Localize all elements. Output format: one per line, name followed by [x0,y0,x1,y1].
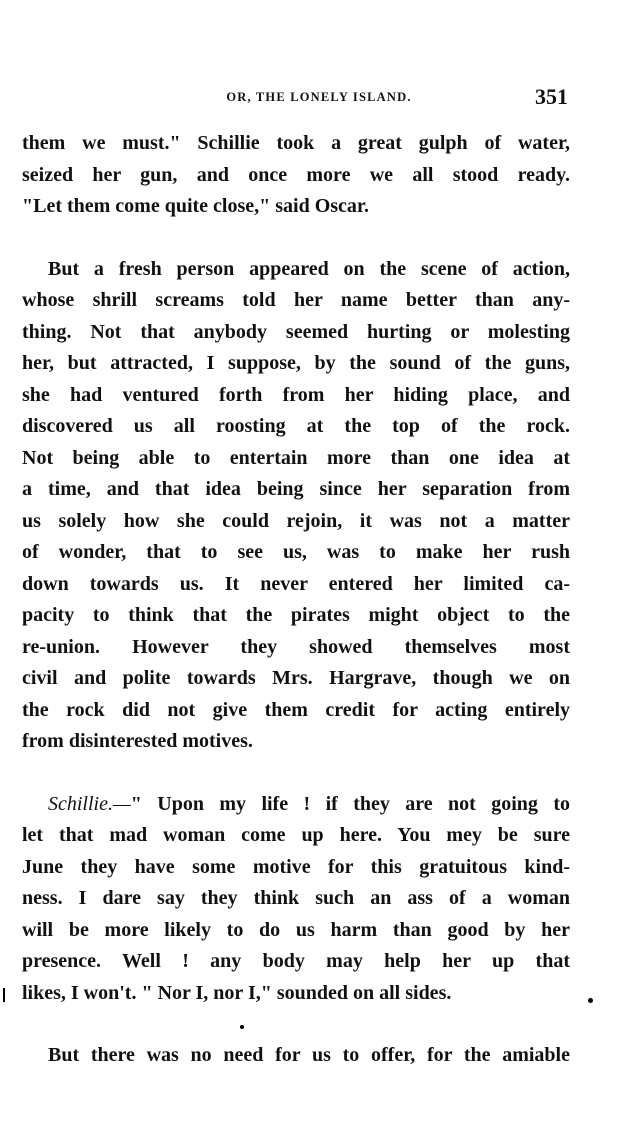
text-line: from disinterested motives. [22,730,253,752]
paragraph [22,254,570,758]
text-line: likes, I won't. " Nor I, nor I," sounded on all sides. [22,981,452,1004]
paragraph [22,128,570,223]
text-line: "Let them come quite close," said Oscar. [22,195,369,217]
text-line: a time, and that idea being since her separation from [22,478,570,500]
text-line: Not being able to entertain more than one idea at [22,446,570,469]
body-text [22,128,570,1072]
text-line: us solely how she could rejoin, it was not a matter [22,509,570,532]
text-line: thing. Not that anybody seemed hurting or molesting [22,320,570,343]
paragraph-gap [22,758,570,789]
text-line: ness. I dare say they think such an ass of a woman [22,887,570,909]
running-title: OR, THE LONELY ISLAND. [226,90,412,104]
text-line: But a fresh person appeared on the scene of action, [48,257,570,280]
text-line: will be more likely to do us harm than good by her [22,918,570,941]
text-line: June they have some motive for this gratuitous kind- [22,855,570,878]
page-number: 351 [535,84,568,109]
text-line: But there was no need for us to offer, for the amiable [48,1044,570,1066]
scan-speck [240,1025,244,1029]
text-fragment: " Upon my life ! if they are not going to [130,792,570,815]
text-line: whose shrill screams told her name better than any- [22,289,570,311]
text-line: them we must." Schillie took a great gulph of water, [22,132,570,154]
scan-speck [588,998,593,1003]
text-line [22,789,570,821]
paragraph-gap [22,223,570,254]
text-line: presence. Well ! any body may help her up that [22,950,570,972]
text-line: she had ventured forth from her hiding place, and [22,383,570,406]
speaker-name: Schillie.— [48,792,131,815]
paragraph-gap [22,1009,570,1040]
paragraph [22,789,570,1010]
text-line: discovered us all roosting at the top of the rock. [22,415,570,437]
paragraph [22,1040,570,1072]
text-line: seized her gun, and once more we all stood ready. [22,163,570,186]
text-line: let that mad woman come up here. You mey be sure [22,824,570,846]
scan-speck [3,988,5,1002]
text-line: the rock did not give them credit for acting entirely [22,698,570,721]
text-line: pacity to think that the pirates might object to the [22,604,570,626]
running-head [22,84,570,114]
text-line: of wonder, that to see us, was to make her rush [22,541,570,563]
text-line: down towards us. It never entered her limited ca- [22,572,570,595]
text-line: her, but attracted, I suppose, by the sound of the guns, [22,352,570,374]
text-line: re-union. However they showed themselves most [22,635,570,658]
text-line: civil and polite towards Mrs. Hargrave, though we on [22,667,570,689]
